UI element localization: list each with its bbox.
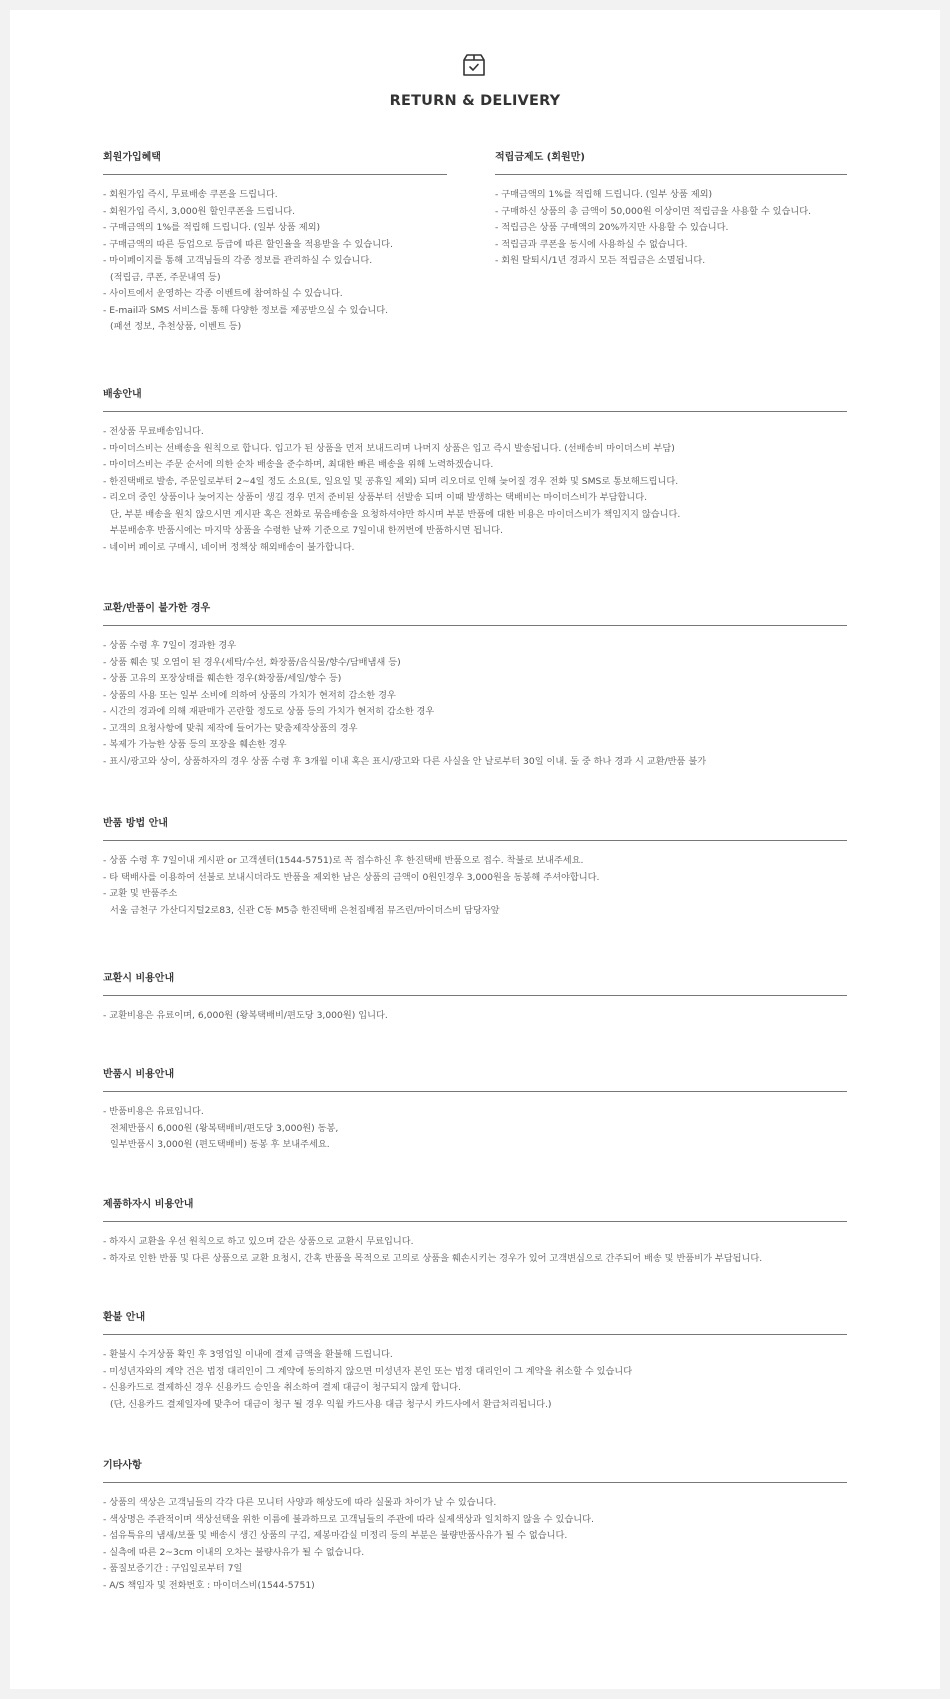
list-item: - 상품 수령 후 7일이 경과한 경우: [103, 640, 237, 651]
list-item: (적립금, 쿠폰, 주문내역 등): [110, 271, 221, 283]
section-body: [103, 424, 847, 556]
list-item: - 타 택배사를 이용하여 선불로 보내시더라도 반품을 제외한 남은 상품의 금액이 0원인경우 3,000원을 동봉해 주셔야합니다.: [103, 871, 600, 883]
list-item: - 섬유특유의 냄새/보풀 및 배송시 생긴 상품의 구김, 제봉마감실 미정리 등의 부분은 불량반품사유가 될 수 없습니다.: [103, 1530, 568, 1541]
list-item: - 교환비용은 유료이며, 6,000원 (왕복택배비/편도당 3,000원) 입니다.: [103, 1010, 388, 1021]
section-body: [103, 853, 847, 919]
section-divider: [103, 174, 447, 175]
list-item: 일부반품시 3,000원 (편도택배비) 동봉 후 보내주세요.: [110, 1139, 330, 1150]
section-body: [103, 1008, 847, 1025]
section-title: 반품시 비용안내: [103, 1069, 175, 1080]
list-item: (패션 정보, 추천상품, 이벤트 등): [110, 321, 242, 332]
section-divider: [103, 995, 847, 996]
section-divider: [103, 411, 847, 412]
section-body: [103, 1234, 847, 1267]
list-item: 부분배송후 반품시에는 마지막 상품을 수령한 날짜 기준으로 7일이내 한꺼번에 반품하시면 됩니다.: [110, 525, 503, 536]
list-item: - 교환 및 반품주소: [103, 888, 178, 899]
list-item: - 사이트에서 운영하는 각종 이벤트에 참여하실 수 있습니다.: [103, 288, 343, 299]
list-item: - 신용카드로 결제하신 경우 신용카드 승인을 취소하여 결제 대금이 청구되지 않게 합니다.: [103, 1382, 461, 1393]
list-item: (단, 신용카드 결제일자에 맞추어 대금이 청구 될 경우 익월 카드사용 대금 청구시 카드사에서 환급처리됩니다.): [110, 1398, 552, 1410]
list-item: - 실측에 따른 2~3cm 이내의 오차는 불량사유가 될 수 없습니다.: [103, 1546, 365, 1558]
list-item: - 마이더스비는 선배송을 원칙으로 합니다. 입고가 된 상품을 먼저 보내드리며 나머지 상품은 입고 즉시 발송됩니다. (선배송비 마이더스비 부담): [103, 442, 675, 454]
section-title: 기타사항: [103, 1460, 142, 1471]
section-title: 제품하자시 비용안내: [103, 1199, 194, 1210]
list-item: - 하자시 교환을 우선 원칙으로 하고 있으며 같은 상품으로 교환시 무료입니다.: [103, 1236, 414, 1247]
section-no-return: [103, 602, 847, 770]
section-points: [495, 151, 847, 270]
list-item: - 시간의 경과에 의해 재판매가 곤란할 정도로 상품 등의 가치가 현저히 감소한 경우: [103, 706, 435, 717]
list-item: - 색상명은 주관적이며 색상선택을 위한 이름에 불과하므로 고객님들의 주관에 따라 실제색상과 일치하지 않을 수 있습니다.: [103, 1513, 594, 1525]
list-item: - 한진택배로 발송, 주문일로부터 2~4일 정도 소요(토, 일요일 및 공휴일 제외) 되며 리오더로 인해 늦어질 경우 전화 및 SMS로 통보해드립니다.: [103, 475, 679, 487]
section-membership: [103, 151, 447, 336]
list-item: - 상품 수령 후 7일이내 게시판 or 고객센터(1544-5751)로 꼭 접수하신 후 한진택배 반품으로 접수. 착불로 보내주세요.: [103, 855, 584, 866]
section-etc: [103, 1459, 847, 1594]
section-return-method: [103, 817, 847, 919]
list-item: - 전상품 무료배송입니다.: [103, 426, 204, 437]
section-delivery: [103, 388, 847, 556]
list-item: - A/S 책임자 및 전화번호 : 마이더스비(1544-5751): [103, 1579, 315, 1591]
section-divider: [103, 625, 847, 626]
section-title: 회원가입혜택: [103, 152, 161, 163]
list-item: 서울 금천구 가산디지털2로83, 신관 C동 M5층 한진택배 은천집배점 뮤즈린/마이더스비 담당자앞: [110, 904, 500, 916]
list-item: - 회원가입 즉시, 무료배송 쿠폰을 드립니다.: [103, 189, 278, 200]
list-item: - 회원가입 즉시, 3,000원 할인쿠폰을 드립니다.: [103, 205, 296, 217]
section-title: 환불 안내: [103, 1312, 146, 1323]
list-item: - 구매하신 상품의 총 금액이 50,000원 이상이면 적립금을 사용할 수 있습니다.: [495, 205, 812, 217]
list-item: - 리오더 중인 상품이나 늦어지는 상품이 생길 경우 먼저 준비된 상품부터 선발송 되며 이때 발생하는 택배비는 마이더스비가 부담합니다.: [103, 492, 648, 503]
list-item: - 반품비용은 유료입니다.: [103, 1106, 204, 1117]
list-item: - 구매금액의 1%를 적립해 드립니다. (일부 상품 제외): [495, 189, 713, 200]
list-item: - 상품 훼손 및 오염이 된 경우(세탁/수선, 화장품/음식물/향수/담배냄새 등): [103, 656, 401, 668]
list-item: - 미성년자와의 계약 건은 법정 대리인이 그 계약에 동의하지 않으면 미성년자 본인 또는 법정 대리인이 그 계약을 취소할 수 있습니다: [103, 1365, 633, 1377]
box-check-icon: [461, 52, 487, 78]
section-body: [103, 1495, 847, 1594]
list-item: 단, 부분 배송을 원치 않으시면 게시판 혹은 전화로 묶음배송을 요청하셔야만 하시며 부분 반품에 대한 비용은 마이더스비가 책임지지 않습니다.: [110, 508, 681, 520]
list-item: - 마이페이지를 통해 고객님들의 각종 정보를 관리하실 수 있습니다.: [103, 255, 373, 266]
list-item: - 구매금액의 1%를 적립해 드립니다. (일부 상품 제외): [103, 222, 321, 233]
list-item: - 마이더스비는 주문 순서에 의한 순차 배송을 준수하며, 최대한 빠른 배송을 위해 노력하겠습니다.: [103, 459, 494, 470]
section-divider: [103, 1221, 847, 1222]
section-divider: [103, 1334, 847, 1335]
page-title: RETURN & DELIVERY: [389, 93, 561, 109]
section-title: 배송안내: [103, 389, 142, 400]
section-body: [103, 1104, 847, 1154]
section-return-cost: [103, 1068, 847, 1154]
section-divider: [103, 1091, 847, 1092]
section-body: [103, 187, 447, 336]
list-item: - 복제가 가능한 상품 등의 포장을 훼손한 경우: [103, 739, 287, 750]
section-body: [495, 187, 847, 270]
list-item: - 하자로 인한 반품 및 다른 상품으로 교환 요청시, 간혹 반품을 목적으로 고의로 상품을 훼손시키는 경우가 있어 고객변심으로 간주되어 배송 및 반품비가 부담됩니다.: [103, 1252, 763, 1264]
content-card: [10, 10, 940, 1689]
list-item: - 품질보증기간 : 구입일로부터 7일: [103, 1563, 243, 1574]
section-divider: [103, 1482, 847, 1483]
section-defect-cost: [103, 1198, 847, 1267]
list-item: - 고객의 요청사항에 맞춰 제작에 들어가는 맞춤제작상품의 경우: [103, 722, 358, 734]
section-title: 교환시 비용안내: [103, 973, 175, 984]
section-body: [103, 1347, 847, 1413]
list-item: - 네이버 페이로 구매시, 네이버 정책상 해외배송이 불가합니다.: [103, 541, 355, 553]
list-item: - 적립금과 쿠폰을 동시에 사용하실 수 없습니다.: [495, 238, 688, 250]
list-item: 전체반품시 6,000원 (왕복택배비/편도당 3,000원) 동봉,: [110, 1122, 339, 1134]
list-item: - E-mail과 SMS 서비스를 통해 다양한 정보를 제공받으실 수 있습니다.: [103, 304, 389, 316]
section-divider: [495, 174, 847, 175]
list-item: - 환불시 수거상품 확인 후 3영업일 이내에 결제 금액을 환불해 드립니다.: [103, 1349, 393, 1360]
section-exchange-cost: [103, 972, 847, 1025]
list-item: - 구매금액의 따른 등업으로 등급에 따른 할인율을 적용받을 수 있습니다.: [103, 238, 393, 250]
list-item: - 상품 고유의 포장상태를 훼손한 경우(화장품/세일/향수 등): [103, 673, 342, 684]
list-item: - 적립금은 상품 구매액의 20%까지만 사용할 수 있습니다.: [495, 222, 729, 233]
list-item: - 표시/광고와 상이, 상품하자의 경우 상품 수령 후 3개월 이내 혹은 표시/광고와 다른 사실을 안 날로부터 30일 이내. 둘 중 하나 경과 시 교환/반품 불가: [103, 755, 707, 767]
list-item: - 회원 탈퇴시/1년 경과시 모든 적립금은 소멸됩니다.: [495, 255, 706, 266]
section-refund: [103, 1311, 847, 1413]
section-title: 반품 방법 안내: [103, 818, 168, 829]
section-title: 교환/반품이 불가한 경우: [103, 603, 211, 614]
list-item: - 상품의 색상은 고객님들의 각각 다른 모니터 사양과 해상도에 따라 실물과 차이가 날 수 있습니다.: [103, 1497, 497, 1508]
section-body: [103, 638, 847, 770]
list-item: - 상품의 사용 또는 일부 소비에 의하여 상품의 가치가 현저히 감소한 경우: [103, 689, 396, 701]
section-divider: [103, 840, 847, 841]
section-title: 적립금제도 (회원만): [495, 152, 585, 163]
